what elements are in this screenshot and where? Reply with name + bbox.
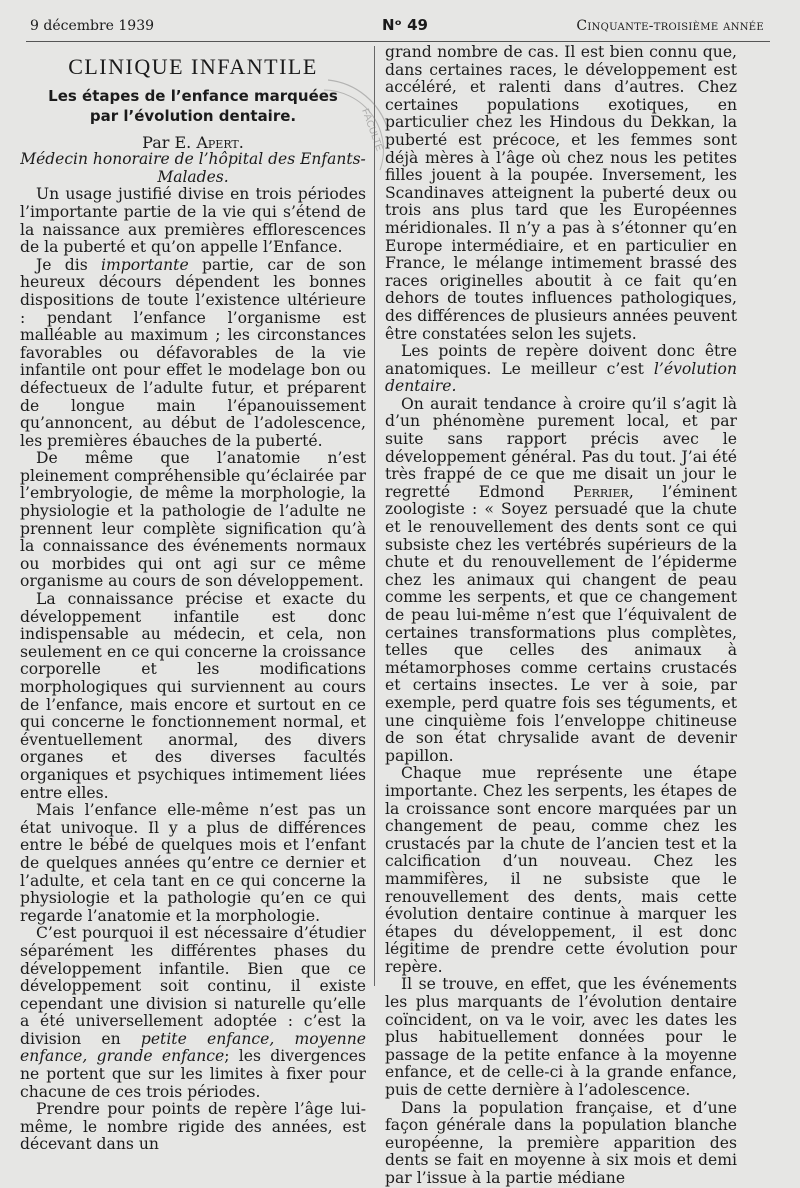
text-run: ; les divergences ne portent que sur les limites à fixer pour chacune de ces trois périodes. [20,1047,366,1101]
paragraph [20,925,366,1101]
text-run: On aurait tendance à croire qu’il s’agit là d’un phénomène purement local, et par suite sans rapport précis avec le développement général. Pas du tout. J’ai été très frappé de ce que me disait un jour le regretté Edmond [385,394,737,501]
stamp-text: FACULTÉ [359,107,385,153]
paragraph [20,257,366,451]
paragraph: Chaque mue représente une étape importante. Chez les serpents, les étapes de la croissance sont encore marquées par un changement de peau, comme chez les crustacés par la chute de l’ancien test et la calcification d’un nouveau. Chez les mammifères, il ne subsiste que le renouvellement des dents, mais cette évolution dentaire continue à marquer les étapes du développement, il est donc légitime de prendre cette évolution pour repère. [385,764,737,976]
article-author [20,134,366,152]
text-run: Je dis [36,255,88,274]
paragraph [385,343,737,396]
author-name: Apert. [196,132,244,152]
text-run: , l’éminent zoologiste : « Soyez persuadé que la chute et le renouvellement des dents sont ce qui subsiste chez les vertébrés supérieurs de la chute et du renouvellement de l’épiderme chez les animaux qui changent de peau comme les serpents, et que ce changement de peau lui-même n’est que l’équivalent de certaines transformations plus complètes, telles que celles des animaux à métamorphoses comme certains crustacés et certains insectes. Le ver à soie, par exemple, perd quatre fois ses téguments, et une cinquième fois l’enveloppe chitineuse de son état chrysalide avant de devenir papillon. [385,482,737,765]
text-run: partie, car de son heureux décours dépendent les bonnes dispositions de toute l’existence ultérieure : pendant l’enfance l’organisme est malléable au maximum ; les circonstances favorables ou défavorables de la vie infantile ont pour effet le modelage bon ou défectueux de l’adulte futur, et préparent de longue main l’épanouissement qu’annoncent, au début de l’adolescence, les premières ébauches de la puberté. [20,255,366,450]
paragraph: La connaissance précise et exacte du développement infantile est donc indispensable au médecin, et cela, non seulement en ce qui concerne la croissance corporelle et les modifications morphologiques qui surviennent au cours de l’enfance, mais encore et surtout en ce qui concerne le fonctionnement normal, et éventuellement anormal, des divers organes et des diverses facultés organiques et psychiques intimement liées entre elles. [20,590,366,802]
right-column [385,44,737,1188]
paragraph: Prendre pour points de repère l’âge lui-même, le nombre rigide des années, est décevant dans un [20,1100,366,1154]
text-run: Les points de repère doivent donc être anatomiques. Le meilleur c’est [385,342,737,378]
subtitle-line-1: Les étapes de l’enfance marquées [48,86,338,105]
issue-number: Nᵒ 49 [382,16,428,34]
author-affiliation: Médecin honoraire de l’hôpital des Enfants-Malades. [20,150,366,186]
publication-year: Cinquante-troisième année [576,18,764,34]
paragraph: grand nombre de cas. Il est bien connu que, dans certaines races, le développement est accéléré, et ralenti dans d’autres. Chez certaines populations exotiques, en particulier chez les Hindous du Dekkan, la puberté est précoce, et les femmes sont déjà mères à l’âge où chez nous les petites filles jouent à la poupée. Inversement, les Scandinaves atteignent la puberté deux ou trois ans plus tard que les Européennes méridionales. Il n’y a pas à s’étonner qu’en Europe intermédiaire, et en particulier en France, le mélange intimement brassé des races originelles aboutit à ce fait qu’en dehors de toutes influences pathologiques, des différences de plusieurs années peuvent être constatées selon les sujets. [385,43,737,343]
article-subtitle [20,86,366,126]
paragraph: Dans la population française, et d’une façon générale dans la population blanche européenne, la première apparition des dents se fait en moyenne à six mois et demi par l’issue à la partie médiane [385,1098,737,1187]
paragraph: Mais l’enfance elle-même n’est pas un état univoque. Il y a plus de différences entre le bébé de quelques mois et l’enfant de quelques années qu’entre ce dernier et l’adulte, et cela tant en ce qui concerne la physiologie et la pathologie qu’en ce qui regarde l’anatomie et la morphologie. [20,801,366,925]
text-run: C’est pourquoi il est nécessaire d’étudier séparément les différentes phases du développement infantile. Bien que ce développement soit continu, il existe cependant une division si naturelle qu’elle a été universellement adoptée : c’est la division en [20,924,366,1048]
paragraph: De même que l’anatomie n’est pleinement compréhensible qu’éclairée par l’embryologie, de même la morphologie, la physiologie et la pathologie de l’adulte ne prennent leur complète signification qu’à la connaissance des événements normaux ou morbides qui ont agi sur ce même organisme au cours de son développement. [20,449,366,591]
emphasis-text: petite enfance, moyenne enfance, grande enfance [20,1029,366,1066]
paragraph [385,396,737,765]
subtitle-line-2: par l’évolution dentaire. [89,106,297,125]
emphasis-text: importante [100,255,189,274]
header-rule [26,41,770,42]
article-section-title: CLINIQUE INFANTILE [68,54,318,79]
paragraph: Il se trouve, en effet, que les événements les plus marquants de l’évolution dentaire coïncident, on va le voir, avec les dates les plus habituellement données pour le passage de la petite enfance à la moyenne enfance, et de celle-ci à la grande enfance, puis de cette dernière à l’adolescence. [385,975,737,1100]
emphasis-text: l’évolution dentaire. [385,359,737,396]
paragraph: Un usage justifié divise en trois périodes l’importante partie de la vie qui s’étend de la naissance aux premières efflorescences de la puberté et qu’on appelle l’Enfance. [20,185,366,257]
left-column [20,44,366,1154]
author-prefix: Par E. [142,132,192,152]
small-caps-name: Perrier [573,482,629,501]
issue-date: 9 décembre 1939 [30,18,155,34]
page-header [30,18,764,40]
